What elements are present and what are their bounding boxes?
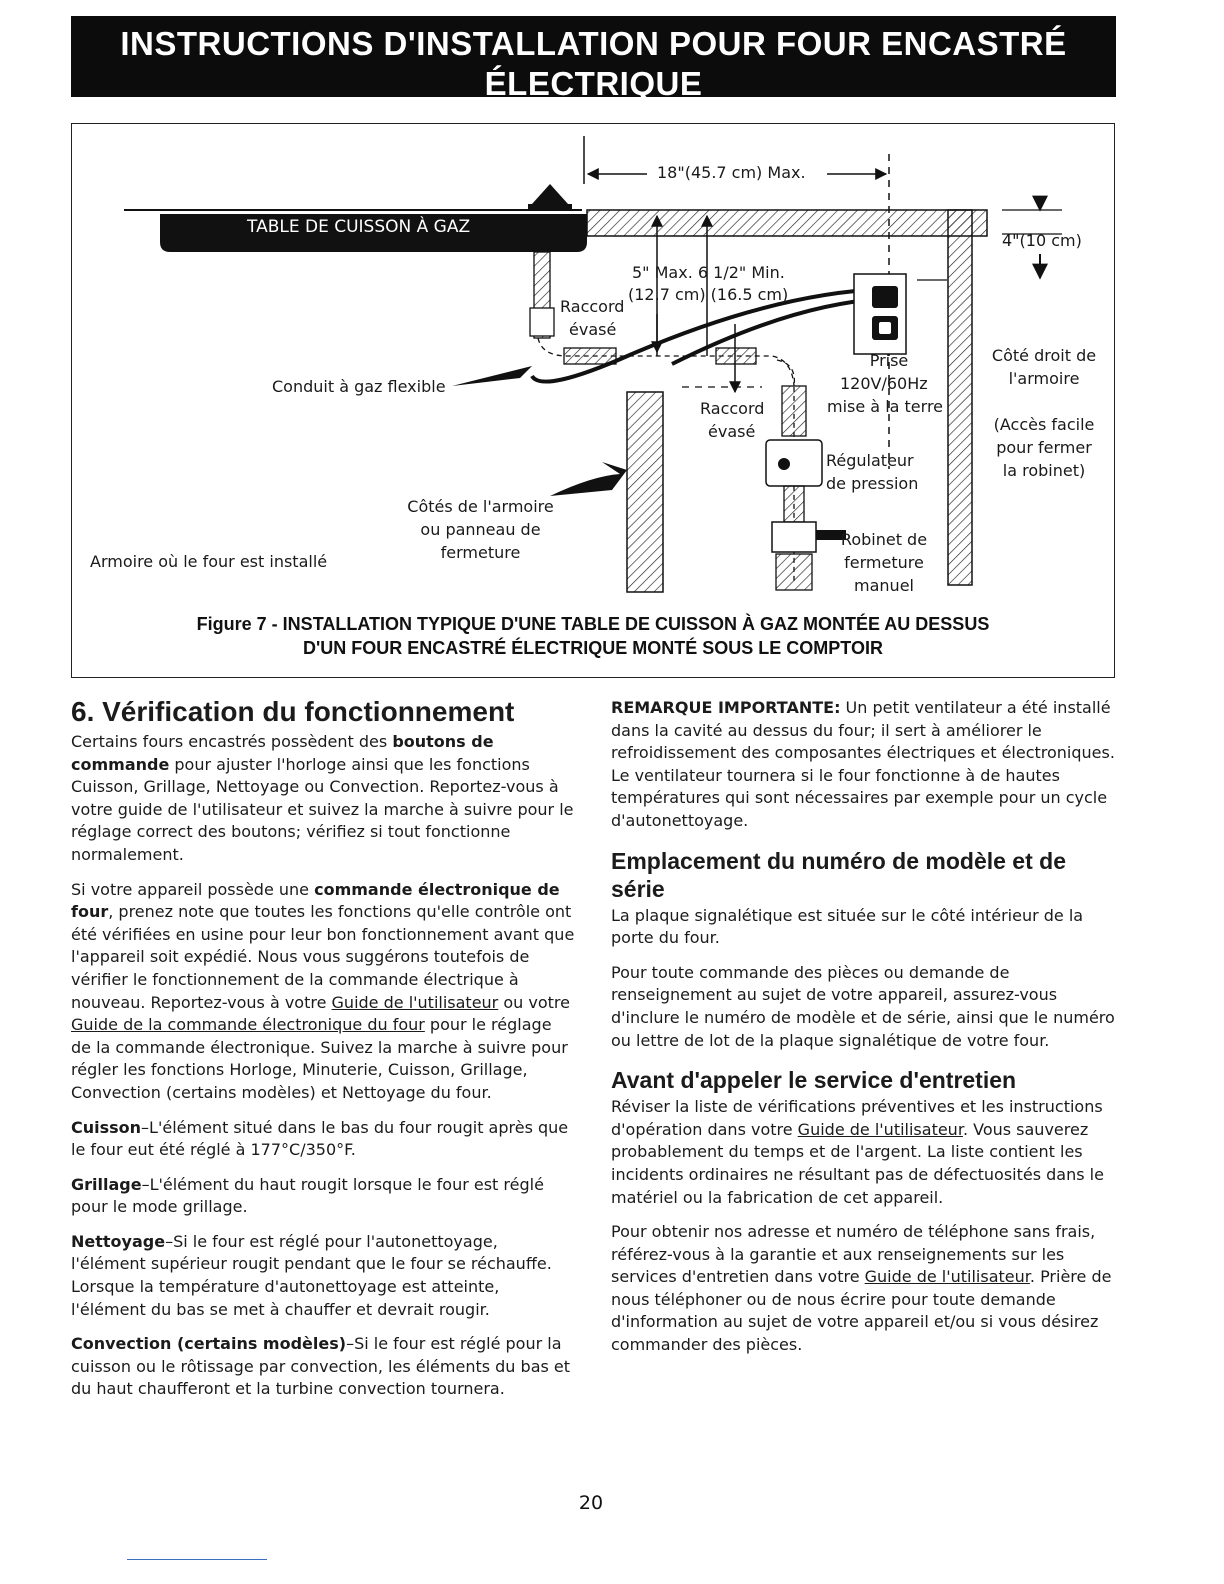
caption-line-1: Figure 7 - INSTALLATION TYPIQUE D'UNE TABLE DE CUISSON À GAZ MONTÉE AU DESSUS <box>196 614 990 634</box>
page-subtitle: (Combiné à une table de cuisson électrique ou à gaz (en option)) <box>302 105 885 126</box>
label-conduit: Conduit à gaz flexible <box>272 377 446 396</box>
footer-rule <box>127 1559 267 1560</box>
paragraph-cuisson: Cuisson–L'élément situé dans le bas du four rougit après que le four eut été réglé à 177°C/350°F. <box>71 1117 569 1160</box>
label-robinet-3: manuel <box>854 576 914 595</box>
link-guide-utilisateur-3[interactable]: Guide de l'utilisateur <box>864 1267 1030 1287</box>
paragraph-service-2: Pour obtenir nos adresse et numéro de téléphone sans frais, référez-vous à la garantie et aux renseignements sur les services d'entretien dans votre Guide de l'utilisateur. Prière de nous téléphoner ou de nous écrire pour toute demande d'information au sujet de votre appareil et/ou si vous désirez commander des pièces. <box>611 1222 1112 1355</box>
left-column <box>71 695 576 1413</box>
label-cotes-2: ou panneau de <box>420 520 541 539</box>
label-max-18: 18"(45.7 cm) Max. <box>657 163 806 182</box>
label-regulateur-2: de pression <box>826 474 919 493</box>
label-acces-1: (Accès facile <box>993 415 1095 434</box>
label-acces-2: pour fermer <box>996 438 1092 457</box>
label-raccord-1a: Raccord <box>560 297 625 316</box>
paragraph-service-1: Réviser la liste de vérifications préventives et les instructions d'opération dans votre Guide de l'utilisateur. Vous sauverez probablement du temps et de l'argent. La liste contient les incidents ordinaires ne résultant pas de défectuosités dans le matériel ou la fabrication de cet appareil. <box>611 1097 1104 1207</box>
section-heading: 6. Vérification du fonctionnement <box>71 696 515 727</box>
label-dim-4: 4"(10 cm) <box>1002 231 1082 250</box>
label-raccord-2a: Raccord <box>700 399 765 418</box>
label-cote-droit-2: l'armoire <box>1008 369 1080 388</box>
cabinet-side-panel <box>627 392 663 592</box>
page-number: 20 <box>578 1492 604 1514</box>
pressure-regulator <box>766 440 822 486</box>
paragraph-model-2: Pour toute commande des pièces ou demande de renseignement au sujet de votre appareil, assurez-vous d'inclure le numéro de modèle et de série, ainsi que le numéro ou lettre de lot de la plaque signalétique de votre four. <box>611 962 1115 1050</box>
link-guide-utilisateur[interactable]: Guide de l'utilisateur <box>331 992 499 1012</box>
label-cote-droit-1: Côté droit de <box>991 346 1097 365</box>
paragraph-grillage: Grillage–L'élément du haut rougit lorsque le four est réglé pour le mode grillage. <box>71 1174 544 1217</box>
cabinet-right-side <box>948 210 972 585</box>
label-cotes-1: Côtés de l'armoire <box>407 497 554 516</box>
label-dim-5: 5" Max. 6 1/2" Min. <box>632 263 785 282</box>
heading-model: Emplacement du numéro de modèle et de série <box>611 847 1066 902</box>
shutoff-valve <box>772 522 816 552</box>
label-armoire: Armoire où le four est installé <box>90 552 328 571</box>
label-cooktop: TABLE DE CUISSON À GAZ <box>247 217 471 237</box>
paragraph-electronic: Si votre appareil possède une commande électronique de four, prenez note que toutes les fonctions qu'elle contrôle ont été vérifiées en usine pour leur bon fonctionnement avant que l'appareil soit expédié. Nous vous suggérons toutefois de vérifier le fonctionnement de la commande électrique à nouveau. Reportez-vous à votre Guide de l'utilisateur ou votre Guide de la commande électronique du four pour le réglage de la commande électronique. Suivez la marche à suivre pour régler les fonctions Horloge, Minuterie, Cuisson, Grillage, Convection (certains modèles) et Nettoyage du four. <box>71 879 575 1102</box>
label-dim-5-cm: (12.7 cm) (16.5 cm) <box>628 285 789 304</box>
cabinet-arrow <box>550 462 627 496</box>
conduit-arrow <box>452 366 532 386</box>
page-title: INSTRUCTIONS D'INSTALLATION POUR FOUR ENCASTRÉ ÉLECTRIQUE <box>120 25 1067 102</box>
figure-caption <box>72 612 1114 660</box>
paragraph-nettoyage: Nettoyage–Si le four est réglé pour l'autonettoyage, l'élément supérieur rougit pendant que le four se réchauffe. Lorsque la température d'autonettoyage est atteinte, l'élément du bas se met à chauffer et devrait rougir. <box>71 1231 552 1319</box>
right-column <box>611 697 1119 1369</box>
label-acces-3: la robinet) <box>1002 461 1086 480</box>
paragraph-model-1: La plaque signalétique est située sur le côté intérieur de la porte du four. <box>611 905 1084 948</box>
label-prise-2: 120V/60Hz <box>840 374 928 393</box>
paragraph-convection: Convection (certains modèles)–Si le four est réglé pour la cuisson ou le rôtissage par convection, les éléments du bas et du haut chaufferont et la turbine convection tournera. <box>71 1334 571 1399</box>
paragraph-remarque: REMARQUE IMPORTANTE: Un petit ventilateur a été installé dans la cavité au dessus du four; il sert à améliorer le refroidissement des composantes électriques et électroniques. Le ventilateur tournera si le four fonctionne à de hautes températures qui sont nécessaires par exemple pour un cycle d'autonettoyage. <box>611 698 1115 830</box>
link-guide-utilisateur-2[interactable]: Guide de l'utilisateur <box>797 1119 963 1139</box>
installation-diagram <box>72 124 1113 676</box>
caption-line-2: D'UN FOUR ENCASTRÉ ÉLECTRIQUE MONTÉ SOUS LE COMPTOIR <box>303 638 883 658</box>
label-robinet-2: fermeture <box>844 553 924 572</box>
figure-7 <box>71 123 1115 678</box>
link-guide-commande[interactable]: Guide de la commande électronique du four <box>71 1015 425 1035</box>
title-banner <box>71 16 1116 126</box>
paragraph-controls: Certains fours encastrés possèdent des boutons de commande pour ajuster l'horloge ainsi que les fonctions Cuisson, Grillage, Nettoyage ou Convection. Reportez-vous à votre guide de l'utilisateur et suivez la marche à suivre pour le réglage correct des boutons; vérifiez si tout fonctionne normalement. <box>71 732 574 864</box>
label-cotes-3: fermeture <box>440 543 521 562</box>
countertop <box>587 210 987 236</box>
label-raccord-2b: évasé <box>708 422 756 441</box>
label-regulateur-1: Régulateur <box>826 451 914 470</box>
label-prise-1: Prise <box>869 351 909 370</box>
label-robinet-1: Robinet de <box>840 530 928 549</box>
burner-icon <box>532 184 568 204</box>
heading-service: Avant d'appeler le service d'entretien <box>611 1067 1017 1094</box>
label-prise-3: mise à la terre <box>827 397 944 416</box>
label-raccord-1b: évasé <box>569 320 617 339</box>
